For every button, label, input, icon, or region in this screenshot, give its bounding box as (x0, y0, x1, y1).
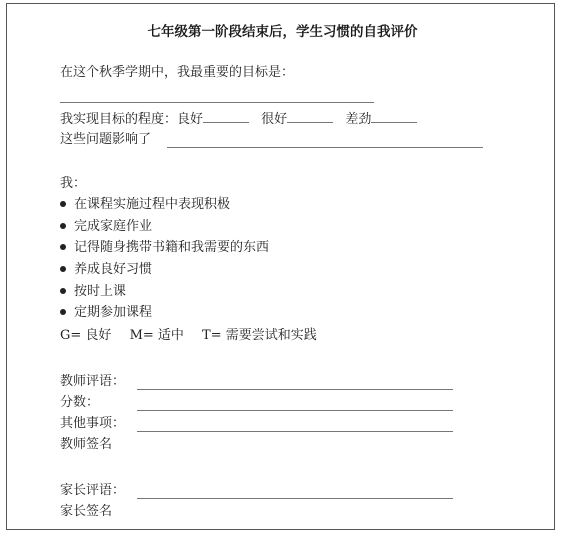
me-label: 我： (60, 176, 87, 191)
achievement-row (60, 110, 417, 128)
parent-signature-label: 家长签名 (60, 504, 113, 519)
bullet-icon (60, 244, 66, 250)
achievement-good-label: 良好 (177, 112, 204, 127)
habit-item-label: 完成家庭作业 (74, 219, 153, 234)
parent-comment-label: 家长评语： (60, 483, 126, 498)
habit-item-label: 按时上课 (74, 284, 127, 299)
habit-item (60, 262, 152, 278)
impact-answer-line[interactable] (167, 147, 483, 148)
bullet-icon (60, 266, 66, 272)
habit-item (60, 240, 269, 256)
parent-comment-line[interactable] (137, 498, 453, 499)
score-line[interactable] (137, 410, 453, 411)
habit-item (60, 219, 152, 235)
bullet-icon (60, 309, 66, 315)
rating-legend (60, 328, 317, 344)
achievement-good-blank[interactable] (203, 110, 249, 123)
habit-item-label: 在课程实施过程中表现积极 (74, 197, 231, 212)
achievement-very-good-blank[interactable] (287, 110, 333, 123)
achievement-poor-blank[interactable] (371, 110, 417, 123)
page-title: 七年级第一阶段结束后，学生习惯的自我评价 (147, 24, 418, 40)
other-items-label: 其他事项： (60, 416, 126, 431)
habit-item-label: 定期参加课程 (74, 305, 153, 320)
habit-item (60, 284, 126, 300)
habit-item (60, 305, 152, 321)
achievement-very-good-label: 很好 (261, 112, 288, 127)
teacher-signature-label: 教师签名 (60, 437, 113, 452)
impact-label: 这些问题影响了 (60, 132, 152, 147)
bullet-icon (60, 201, 66, 207)
legend-g: G= 良好 (60, 328, 112, 343)
habit-item-label: 记得随身携带书籍和我需要的东西 (74, 240, 270, 255)
habit-item (60, 197, 230, 213)
habit-item-label: 养成良好习惯 (74, 262, 153, 277)
bullet-icon (60, 288, 66, 294)
other-items-line[interactable] (137, 431, 453, 432)
legend-m: M= 适中 (129, 328, 184, 343)
score-label: 分数： (60, 395, 100, 410)
legend-t: T= 需要尝试和实践 (202, 328, 317, 343)
goal-answer-line[interactable] (60, 102, 374, 103)
bullet-icon (60, 223, 66, 229)
goal-prompt: 在这个秋季学期中，我最重要的目标是： (60, 65, 295, 80)
teacher-comment-line[interactable] (137, 389, 453, 390)
achievement-poor-label: 差劲 (345, 112, 372, 127)
teacher-comment-label: 教师评语： (60, 374, 126, 389)
achievement-label: 我实现目标的程度： (60, 112, 178, 127)
